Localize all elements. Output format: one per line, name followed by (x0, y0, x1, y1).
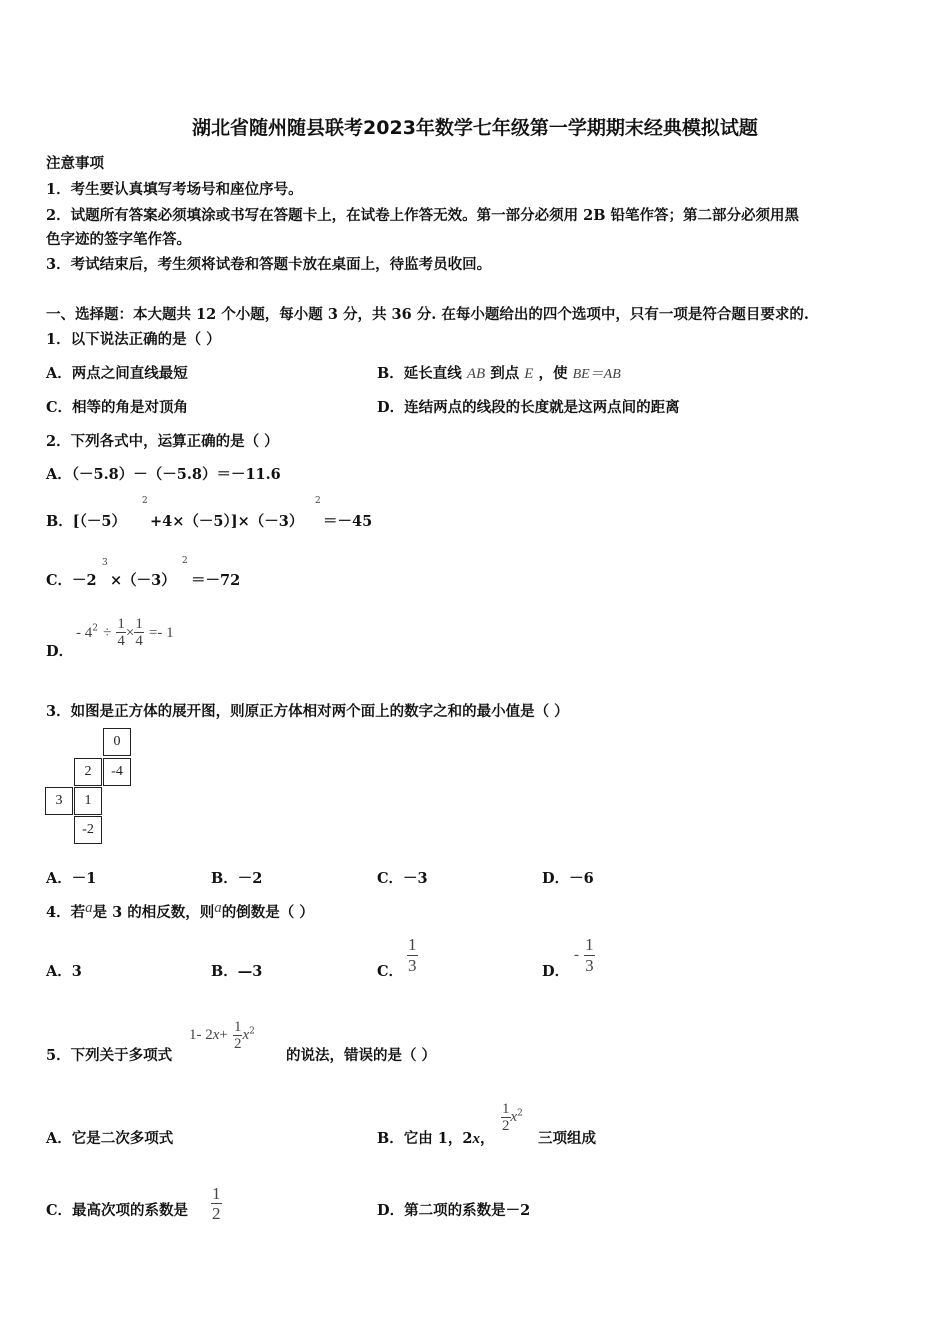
q2-d-frac1-num: 1 (117, 616, 125, 632)
q5-b-num: 1 (502, 1101, 510, 1117)
q4-option-d-fraction (574, 935, 595, 976)
q2-d-frac2-num: 1 (135, 616, 143, 632)
q4-d-fraction (584, 935, 595, 976)
q4-option-c-fraction (407, 935, 418, 976)
q3-option-d: D．－6 (542, 870, 594, 887)
cube-net-cell: -4 (103, 758, 131, 786)
q5-polynomial (189, 1019, 255, 1052)
q2-option-b-part3: ＝－45 (323, 513, 373, 530)
q2-d-base: - 4 (76, 625, 93, 641)
q2-option-b-sup2: 2 (315, 496, 321, 506)
q2-option-b-sup1: 2 (142, 496, 148, 506)
q1-option-b-equation: BE＝AB (572, 367, 621, 382)
q2-d-frac1-den: 4 (117, 633, 125, 649)
q2-stem: 2．下列各式中，运算正确的是（ ） (46, 433, 279, 450)
q1-option-c: C．相等的角是对顶角 (46, 399, 189, 416)
page-title: 湖北省随州随县联考2023年数学七年级第一学期期末经典模拟试题 (192, 117, 758, 139)
q1-option-a: A．两点之间直线最短 (46, 365, 188, 382)
q2-option-b-part1: B．[（－5） (46, 513, 126, 530)
q3-option-b: B．－2 (211, 870, 263, 887)
q4-c-den: 3 (408, 956, 417, 975)
notice-heading: 注意事项 (46, 155, 104, 172)
q2-option-a: A．（－5.8）－（－5.8）＝－11.6 (46, 466, 281, 483)
q4-d-den: 3 (585, 956, 594, 975)
q4-d-num: 1 (585, 935, 594, 954)
q5-poly-part1: 1- 2 (189, 1027, 213, 1043)
q4-stem-part2: 是 3 的相反数，则 (92, 904, 215, 921)
q5-poly-x: x (212, 1027, 220, 1043)
q1-option-b-line-ab: AB (466, 366, 486, 382)
q5-option-d: D．第二项的系数是－2 (377, 1202, 531, 1219)
section-heading: 一、选择题：本大题共 12 个小题，每小题 3 分，共 36 分. 在每小题给出的四个选项中，只有一项是符合题目要求的. (46, 306, 809, 323)
cube-net-diagram (45, 728, 135, 846)
q4-stem-part1: 4．若 (46, 904, 86, 921)
q5-b-x: x (472, 1131, 480, 1147)
q4-var-a: a (214, 900, 222, 916)
q3-option-a: A．－1 (46, 870, 97, 887)
q4-c-num: 1 (408, 935, 417, 954)
q5-poly-plus: + (219, 1027, 228, 1043)
cube-net-cell: 3 (45, 787, 73, 815)
cube-net-cell: 2 (74, 758, 102, 786)
q1-option-b-mid2: ，使 (538, 365, 568, 382)
q5-poly-num: 1 (233, 1019, 242, 1035)
q2-option-c-sup1: 3 (102, 558, 108, 568)
q2-option-c-part1: C．－2 (46, 572, 97, 589)
q3-stem: 3．如图是正方体的展开图，则原正方体相对两个面上的数字之和的最小值是（ ） (46, 703, 569, 720)
q5-poly-sup: 2 (249, 1026, 255, 1037)
q5-option-a: A．它是二次多项式 (46, 1130, 174, 1147)
q5-option-c-label: C．最高次项的系数是 (46, 1202, 189, 1219)
q5-b-fraction (501, 1101, 511, 1134)
q4-option-b: B．—3 (211, 963, 263, 980)
q5-option-b-term (501, 1101, 523, 1134)
q4-c-fraction (407, 935, 418, 976)
q2-d-result: =- 1 (148, 625, 174, 641)
q2-option-b-part2: +4×（－5）]×（－3） (150, 513, 304, 530)
q5-option-b-part1 (377, 1127, 494, 1148)
q5-option-c-fraction (211, 1184, 222, 1223)
q1-option-b (377, 362, 621, 383)
q2-d-sup: 2 (92, 623, 98, 634)
q4-option-c-label: C． (377, 963, 404, 980)
q2-d-frac2-den: 4 (135, 633, 143, 649)
q5-stem-part2: 的说法，错误的是（ ） (286, 1047, 437, 1064)
q2-option-c-sup2: 2 (182, 556, 188, 566)
cube-net-cell: -2 (74, 816, 102, 844)
q5-stem-part1: 5．下列关于多项式 (46, 1047, 173, 1064)
q5-option-b-part3: 三项组成 (538, 1130, 596, 1147)
q2-option-d-expression (76, 616, 174, 649)
q2-option-c-part2: ×（－3） (110, 572, 176, 589)
cube-net-cell: 0 (103, 728, 131, 756)
q3-option-c: C．－3 (377, 870, 428, 887)
q5-c-num: 1 (212, 1184, 221, 1203)
q1-option-b-prefix: B．延长直线 (377, 365, 462, 382)
q2-d-fraction-2 (134, 616, 144, 649)
q4-option-a: A．3 (46, 963, 82, 980)
q5-b-den: 2 (502, 1118, 510, 1134)
notice-item-1: 1．考生要认真填写考场号和座位序号。 (46, 181, 303, 198)
notice-item-2-line-2: 色字迹的签字笔作答。 (46, 231, 191, 248)
notice-item-2-line-1: 2．试题所有答案必须填涂或书写在答题卡上，在试卷上作答无效。第一部分必须用 2B 铅笔作答；第二部分必须用黑 (46, 207, 800, 224)
q5-poly-den: 2 (233, 1036, 242, 1052)
q4-stem-part3: 的倒数是（ ） (221, 904, 314, 921)
q5-b-part2: ， (479, 1130, 495, 1147)
q2-d-fraction-1 (116, 616, 126, 649)
q1-option-d: D．连结两点的线段的长度就是这两点间的距离 (377, 399, 680, 416)
q1-option-b-mid: 到点 (490, 365, 520, 382)
q5-poly-x2: x (242, 1027, 250, 1043)
q5-c-den: 2 (212, 1204, 221, 1223)
q2-option-d-label: D． (46, 643, 74, 660)
q1-option-b-point-e: E (524, 366, 534, 382)
q2-option-c-part3: ＝－72 (191, 572, 241, 589)
q5-b-sup: 2 (517, 1108, 523, 1119)
q4-var-a: a (85, 900, 93, 916)
q1-stem: 1．以下说法正确的是（ ） (46, 331, 221, 348)
q4-stem (46, 901, 314, 922)
q2-d-divide: ÷ (103, 625, 112, 641)
cube-net-cell: 1 (74, 787, 102, 815)
q5-c-fraction (211, 1184, 222, 1223)
notice-item-3: 3．考试结束后，考生须将试卷和答题卡放在桌面上，待监考员收回。 (46, 256, 492, 273)
q4-d-sign: - (574, 947, 579, 963)
q5-b-part1: B．它由 1，2 (377, 1130, 473, 1147)
q4-option-d-label: D． (542, 963, 570, 980)
q5-b-x2: x (510, 1109, 518, 1125)
q2-d-times: × (125, 625, 135, 641)
